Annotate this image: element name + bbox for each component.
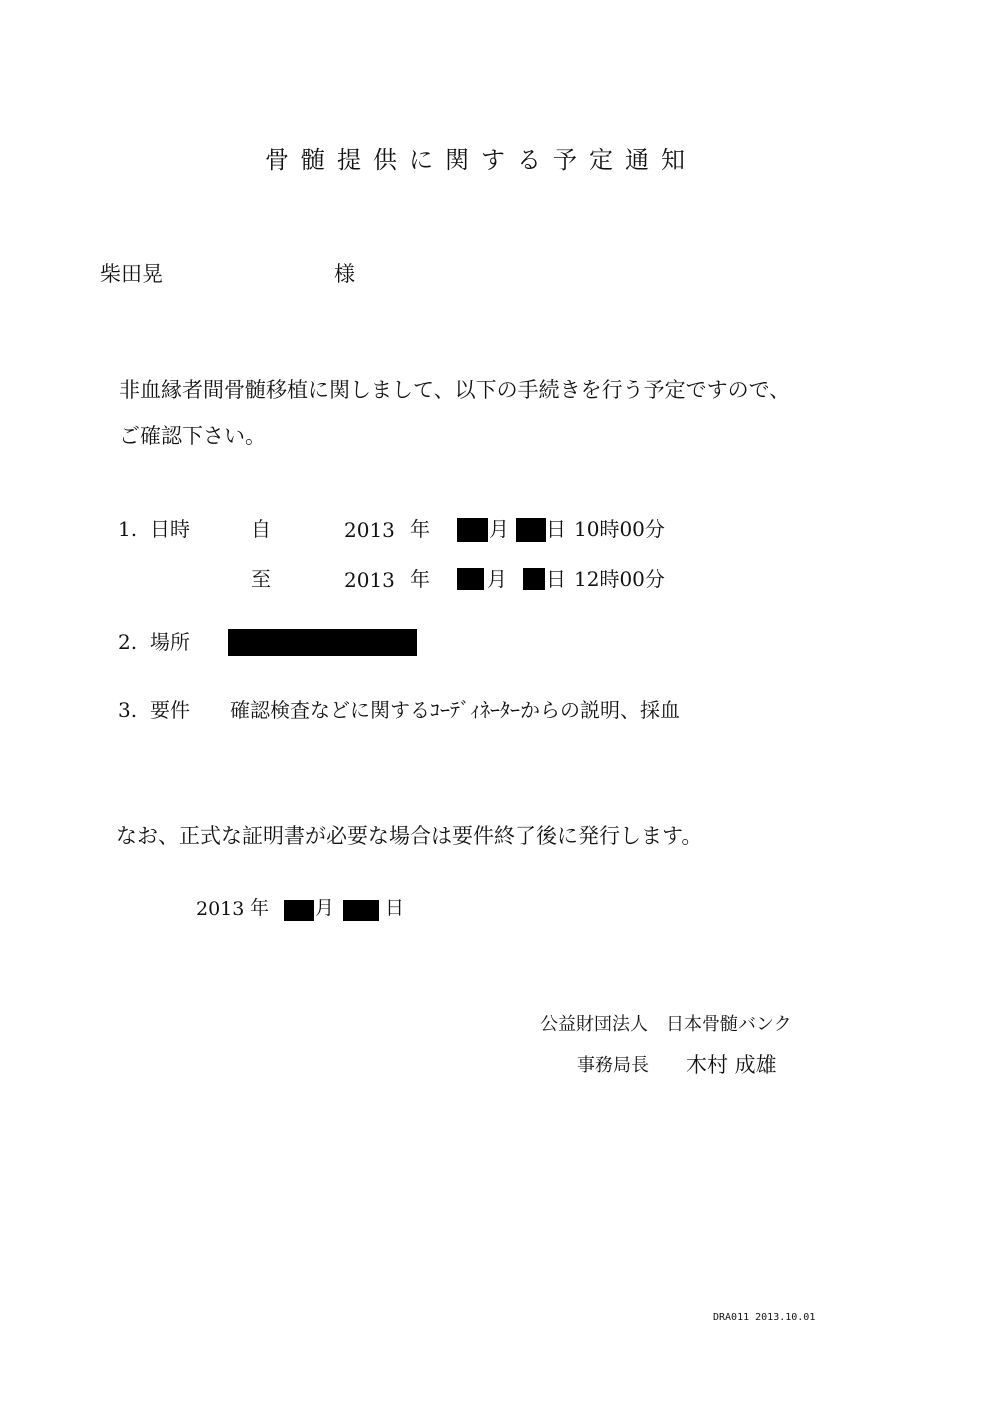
- redacted-to-day: [523, 568, 545, 590]
- page-title: 骨髄提供に関する予定通知: [265, 146, 697, 174]
- item-label: 要件: [150, 698, 190, 722]
- redacted-from-day: [516, 518, 546, 542]
- issuer-chief-title: 事務局長: [577, 1055, 649, 1076]
- item-number: 3.: [118, 698, 138, 722]
- redacted-to-month: [457, 568, 484, 590]
- intro-line-2: ご確認下さい。: [119, 424, 266, 448]
- addressee-name: 柴田晃: [100, 262, 163, 286]
- addressee-honorific: 様: [334, 262, 355, 286]
- to-month-unit: 月: [487, 567, 507, 591]
- redacted-from-month: [457, 518, 488, 542]
- from-year: 2013: [344, 518, 395, 542]
- item-label: 日時: [150, 517, 190, 541]
- note: なお、正式な証明書が必要な場合は要件終了後に発行します。: [116, 824, 703, 848]
- from-year-unit: 年: [410, 517, 430, 541]
- to-marker: 至: [251, 567, 271, 591]
- from-marker: 自: [251, 517, 271, 541]
- issue-day-unit: 日: [385, 897, 405, 919]
- to-year: 2013: [344, 568, 395, 592]
- item-number: 1.: [118, 517, 138, 541]
- to-day-unit: 日: [546, 567, 566, 591]
- redacted-issue-day: [343, 900, 379, 921]
- to-time: 12時00分: [574, 567, 665, 591]
- from-time: 10時00分: [574, 517, 665, 541]
- issuer-organization: 公益財団法人 日本骨髄バンク: [540, 1014, 792, 1035]
- purpose-text: 確認検査などに関するｺｰﾃﾞｨﾈｰﾀｰからの説明、採血: [230, 698, 680, 722]
- to-year-unit: 年: [410, 567, 430, 591]
- issuer-chief-name: 木村 成雄: [686, 1053, 777, 1077]
- from-month-unit: 月: [489, 517, 509, 541]
- issue-year: 2013: [196, 898, 245, 920]
- item-label: 場所: [150, 630, 190, 654]
- issue-month-unit: 月: [315, 897, 335, 919]
- intro-line-1: 非血縁者間骨髄移植に関しまして、以下の手続きを行う予定ですので、: [119, 378, 791, 402]
- item-number: 2.: [118, 630, 138, 654]
- form-code: DRA011 2013.10.01: [713, 1312, 816, 1323]
- issue-year-unit: 年: [250, 897, 270, 919]
- redacted-issue-month: [284, 900, 314, 921]
- from-day-unit: 日: [546, 517, 566, 541]
- redacted-place: [228, 629, 417, 656]
